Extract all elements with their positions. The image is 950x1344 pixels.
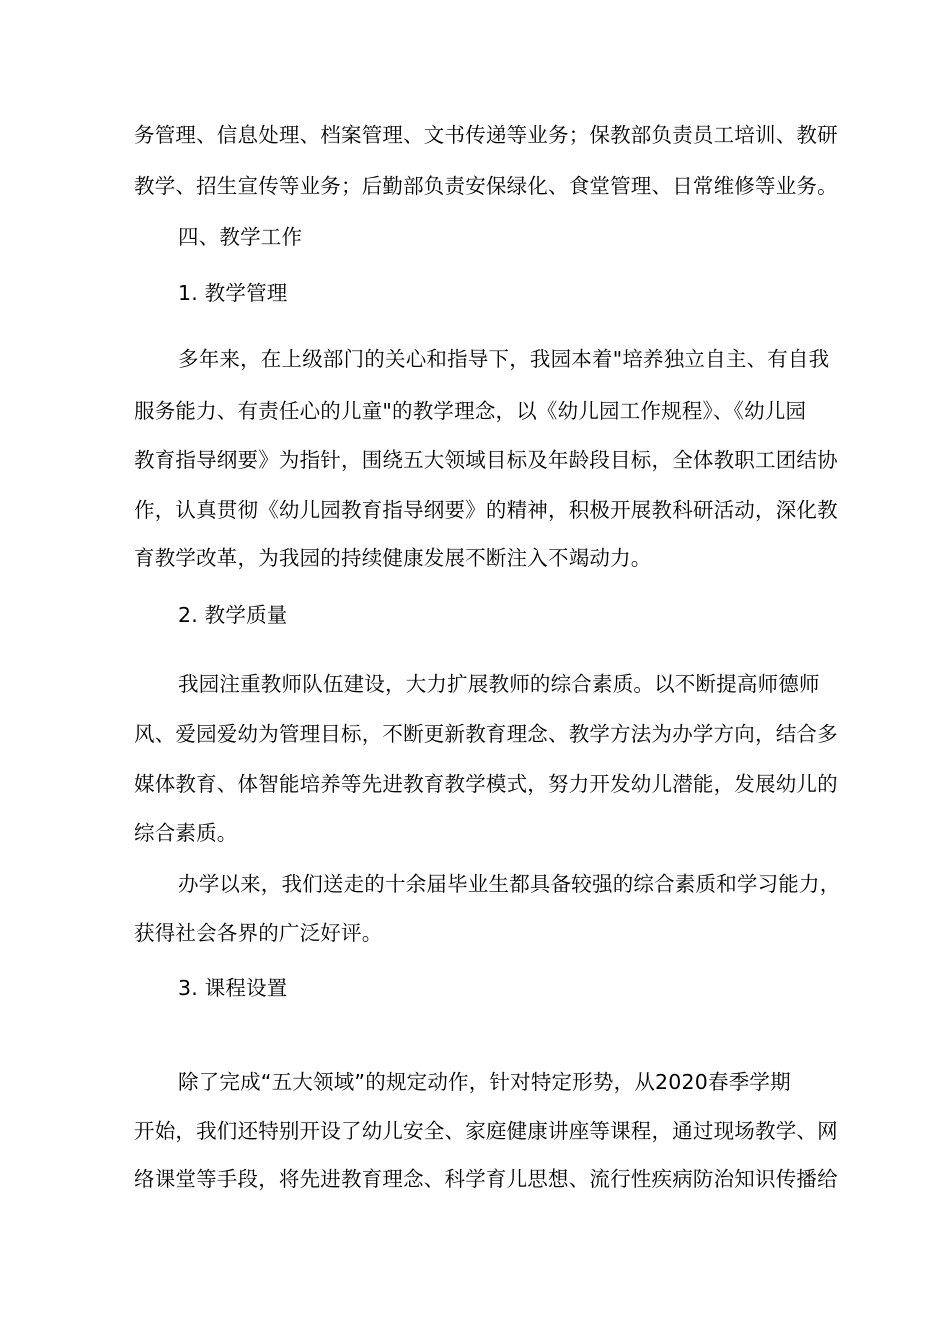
body-text-line: 风、爱园爱幼为管理目标，不断更新教育理念、教学方法为办学方向，结合多 [134,722,838,746]
body-text-line: 育教学改革，为我园的持续健康发展不断注入不竭动力。 [134,546,652,570]
body-text-line: 综合素质。 [134,821,238,845]
subsection-heading: 3. 课程设置 [178,976,288,1000]
body-text-line: 服务能力、有责任心的儿童"的教学理念，以《幼儿园工作规程》、《幼儿园 [134,399,807,423]
body-text-line: 媒体教育、体智能培养等先进教育教学模式，努力开发幼儿潜能，发展幼儿的 [134,772,838,796]
paragraph-first-line: 多年来，在上级部门的关心和指导下，我园本着"培养独立自主、有自我 [178,347,830,371]
body-text-line: 络课堂等手段，将先进教育理念、科学育儿思想、流行性疾病防治知识传播给 [134,1167,838,1191]
body-text-line: 教育指导纲要》为指针，围绕五大领域目标及年龄段目标，全体教职工团结协 [134,448,838,472]
body-text-line: 教学、招生宣传等业务；后勤部负责安保绿化、食堂管理、日常维修等业务。 [134,174,838,198]
paragraph-first-line: 办学以来，我们送走的十余届毕业生都具备较强的综合素质和学习能力， [178,872,841,896]
subsection-heading: 2. 教学质量 [178,603,288,627]
paragraph-first-line: 我园注重教师队伍建设，大力扩展教师的综合素质。以不断提高师德师 [178,672,820,696]
body-text-line: 作，认真贯彻《幼儿园教育指导纲要》的精神，积极开展教科研活动，深化教 [134,498,838,522]
section-heading: 四、教学工作 [178,225,303,249]
body-text-line: 务管理、信息处理、档案管理、文书传递等业务；保教部负责员工培训、教研 [134,123,838,147]
paragraph-first-line: 除了完成“五大领域”的规定动作，针对特定形势，从2020春季学期 [178,1070,791,1094]
body-text-line: 获得社会各界的广泛好评。 [134,921,383,945]
body-text-line: 开始，我们还特别开设了幼儿安全、家庭健康讲座等课程，通过现场教学、网 [134,1119,838,1143]
subsection-heading: 1. 教学管理 [178,281,288,305]
